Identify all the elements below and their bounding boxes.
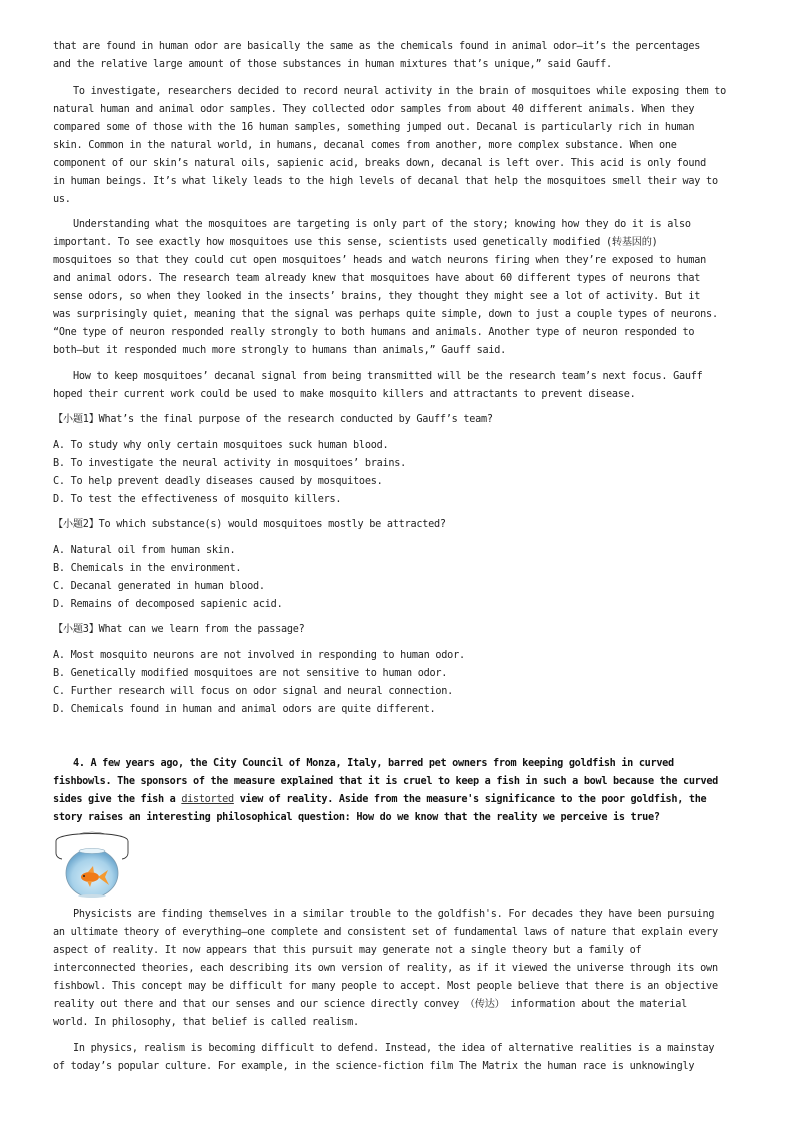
text-line: important. To see exactly how mosquitoes use this sense, scientists used genetically modified (转基因的): [53, 237, 658, 248]
text-segment: sides give the fish a: [53, 794, 182, 805]
text-line: an ultimate theory of everything—one complete and consistent set of fundamental laws of nature that explain every: [53, 927, 718, 938]
question-2-option-d[interactable]: D. Remains of decomposed sapienic acid.: [53, 599, 283, 610]
passage3-paragraph-2: [53, 83, 743, 209]
text-line: Physicists are finding themselves in a similar trouble to the goldfish's. For decades they have been pursuing: [73, 909, 715, 920]
text-line: and the relative large amount of those substances in human mixtures that’s unique,” said Gauff.: [53, 59, 612, 70]
question-3-option-b[interactable]: B. Genetically modified mosquitoes are not sensitive to human odor.: [53, 668, 448, 679]
bowl-rim: [79, 849, 105, 854]
question-3-stem: 【小题3】What can we learn from the passage?: [53, 624, 305, 635]
passage3-paragraph-4: [53, 368, 743, 404]
text-line: skin. Common in the natural world, in humans, decanal comes from another, more complex substance. When one: [53, 140, 677, 151]
question-2-stem: 【小题2】To which substance(s) would mosquitoes mostly be attracted?: [53, 519, 446, 530]
bowl-frame-left: [56, 841, 62, 859]
passage4-paragraph-2: [53, 1040, 743, 1076]
text-line: that are found in human odor are basically the same as the chemicals found in animal odor—it’s the percentages: [53, 41, 701, 52]
question-1-option-a[interactable]: A. To study why only certain mosquitoes suck human blood.: [53, 440, 389, 451]
passage3-paragraph-1: [53, 38, 743, 74]
bowl-shadow: [78, 894, 106, 898]
question-1-option-c[interactable]: C. To help prevent deadly diseases caused by mosquitoes.: [53, 476, 383, 487]
question-3-option-d[interactable]: D. Chemicals found in human and animal odors are quite different.: [53, 704, 436, 715]
text-line: component of our skin’s natural oils, sapienic acid, breaks down, decanal is left over. This acid is only found: [53, 158, 707, 169]
text-line: To investigate, researchers decided to record neural activity in the brain of mosquitoes while exposing them to: [73, 86, 727, 97]
text-line: mosquitoes so that they could cut open mosquitoes’ heads and watch neurons firing when they’re exposed to human: [53, 255, 707, 266]
question-2-option-c[interactable]: C. Decanal generated in human blood.: [53, 581, 265, 592]
text-line: In physics, realism is becoming difficult to defend. Instead, the idea of alternative realities is a mainstay: [73, 1043, 715, 1054]
question-1-stem: 【小题1】What’s the final purpose of the research conducted by Gauff’s team?: [53, 414, 493, 425]
passage4-paragraph-1: [53, 906, 743, 1032]
text-line: fishbowl. This concept may be difficult for many people to accept. Most people believe that there is an objective: [53, 981, 718, 992]
text-line: us.: [53, 194, 71, 205]
text-line: sense odors, so when they looked in the insects’ brains, they thought they might see a lot of activity. But it: [53, 291, 701, 302]
text-line: interconnected theories, each describing its own version of reality, as if it viewed the universe through its own: [53, 963, 718, 974]
text-line: natural human and animal odor samples. They collected odor samples from about 40 different animals. When they: [53, 104, 695, 115]
text-line: Understanding what the mosquitoes are targeting is only part of the story; knowing how they do it is also: [73, 219, 691, 230]
passage3-paragraph-3: [53, 216, 743, 360]
text-line: [53, 791, 743, 809]
text-line: compared some of those with the 16 human samples, something jumped out. Decanal is particularly rich in human: [53, 122, 695, 133]
text-line: both—but it responded much more strongly to humans than animals,” Gauff said.: [53, 345, 507, 356]
text-line: How to keep mosquitoes’ decanal signal from being transmitted will be the research team’s next focus. Gauff: [73, 371, 703, 382]
question-1-option-d[interactable]: D. To test the effectiveness of mosquito killers.: [53, 494, 342, 505]
text-line: hoped their current work could be used to make mosquito killers and attractants to prevent disease.: [53, 389, 636, 400]
passage4-intro: [53, 755, 743, 827]
text-line: reality out there and that our senses and our science directly convey （传达） information about the material: [53, 999, 687, 1010]
text-line: 4. A few years ago, the City Council of Monza, Italy, barred pet owners from keeping goldfish in curved: [73, 758, 674, 769]
text-line: story raises an interesting philosophical question: How do we know that the reality we perceive is true?: [53, 812, 660, 823]
text-line: of today’s popular culture. For example, in the science-fiction film The Matrix the human race is unknowingly: [53, 1061, 695, 1072]
question-3-option-c[interactable]: C. Further research will focus on odor signal and neural connection.: [53, 686, 454, 697]
underlined-word: distorted: [181, 794, 234, 805]
question-1-option-b[interactable]: B. To investigate the neural activity in mosquitoes’ brains.: [53, 458, 407, 469]
question-2-option-a[interactable]: A. Natural oil from human skin.: [53, 545, 236, 556]
text-line: in human beings. It’s what likely leads to the high levels of decanal that help the mosquitoes smell their way to: [53, 176, 718, 187]
text-segment: view of reality. Aside from the measure's significance to the poor goldfish, the: [233, 794, 707, 805]
text-line: “One type of neuron responded really strongly to both humans and animals. Another type of neuron responded to: [53, 327, 695, 338]
text-line: was surprisingly quiet, meaning that the signal was perhaps quite simple, down to just a couple types of neurons.: [53, 309, 718, 320]
question-3-option-a[interactable]: A. Most mosquito neurons are not involved in responding to human odor.: [53, 650, 465, 661]
text-line: world. In philosophy, that belief is called realism.: [53, 1017, 359, 1028]
text-line: and animal odors. The research team already knew that mosquitoes have about 60 different types of neurons that: [53, 273, 701, 284]
question-2-option-b[interactable]: B. Chemicals in the environment.: [53, 563, 242, 574]
text-line: aspect of reality. It now appears that this pursuit may generate not a single theory but a family of: [53, 945, 642, 956]
text-line: fishbowls. The sponsors of the measure explained that it is cruel to keep a fish in such a bowl because the curved: [53, 776, 719, 787]
goldfish-bowl-image: [52, 829, 132, 901]
